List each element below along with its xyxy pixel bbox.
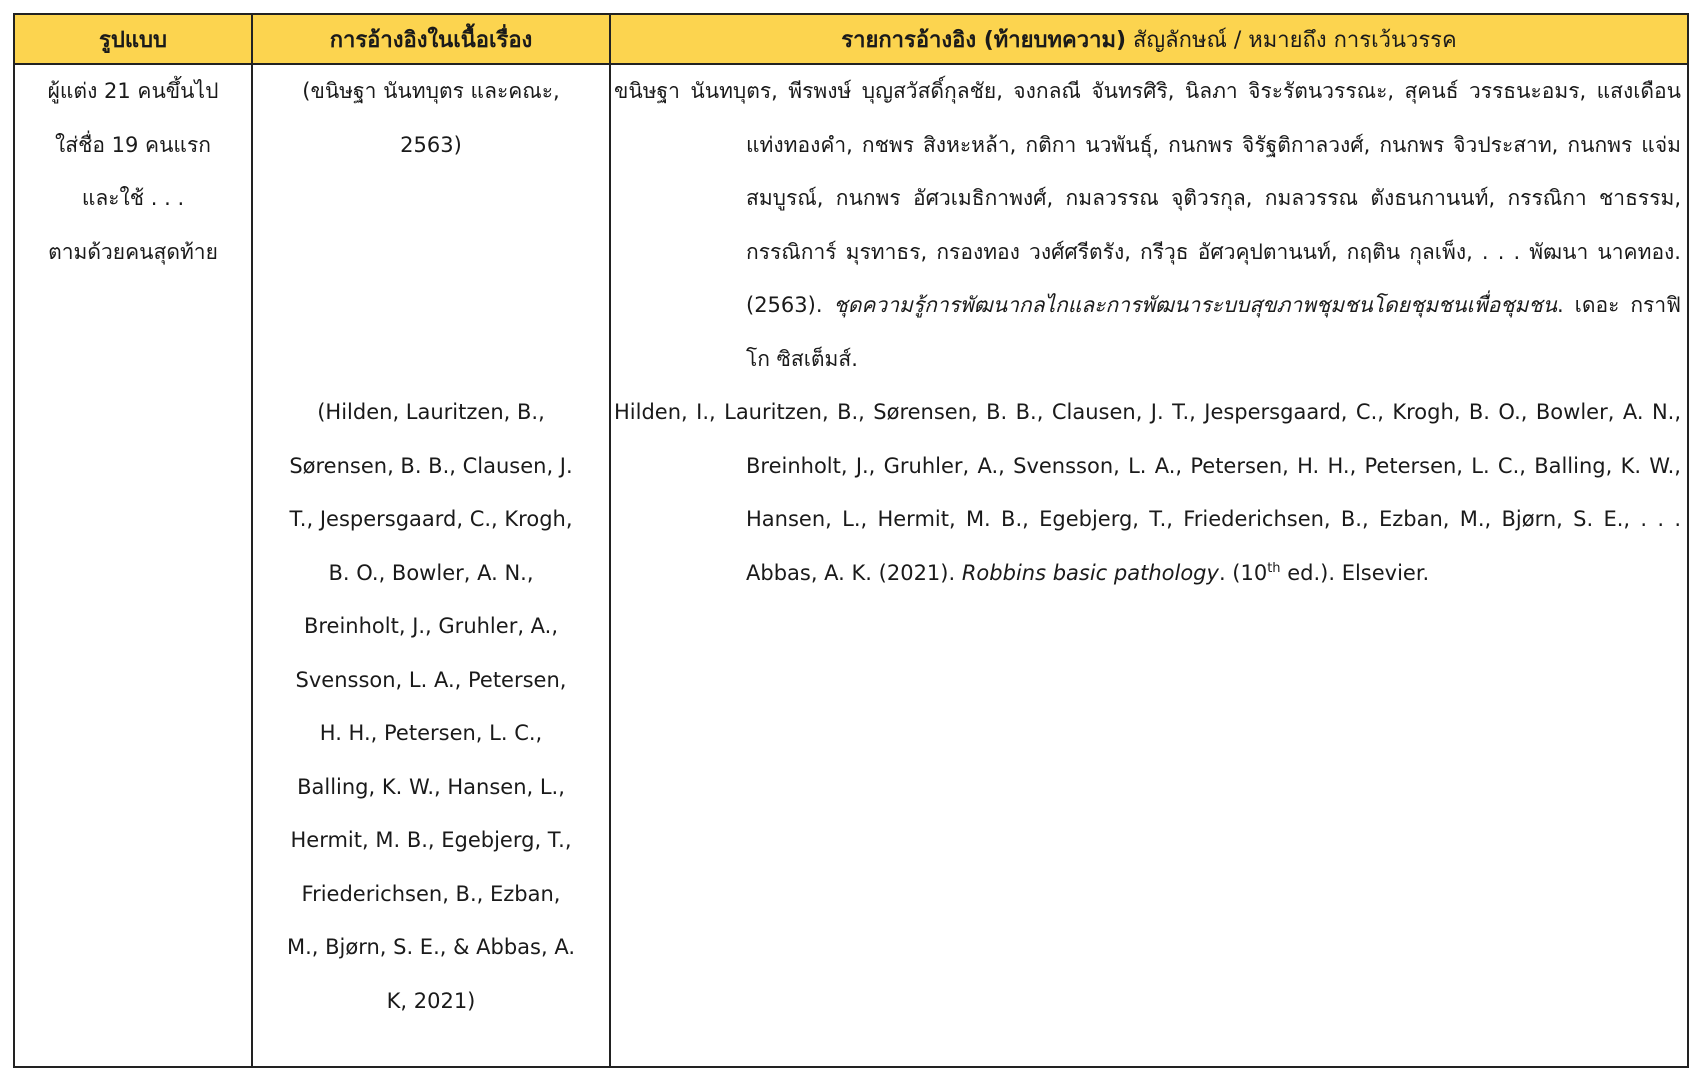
citation-line: Friederichsen, B., Ezban,: [301, 881, 561, 906]
header-reflist-note: สัญลักษณ์ / หมายถึง การเว้นวรรค: [1126, 27, 1457, 53]
citation-line: T., Jespersgaard, C., Krogh,: [289, 507, 573, 531]
header-intext-label: การอ้างอิงในเนื้อเรื่อง: [329, 27, 533, 53]
english-reference-entry: [611, 386, 1687, 600]
format-line: ตามด้วยคนสุดท้าย: [48, 239, 218, 264]
english-intext-citation: [261, 386, 601, 1028]
format-line: ผู้แต่ง 21 คนขึ้นไป: [47, 79, 219, 103]
header-intext-citation: [252, 14, 610, 64]
citation-line: Balling, K. W., Hansen, L.,: [297, 774, 565, 799]
citation-line: Sørensen, B. B., Clausen, J.: [289, 453, 573, 478]
reference-publisher: ed.). Elsevier.: [1280, 560, 1430, 585]
reference-edition: . (10: [1218, 560, 1268, 585]
citation-line: B. O., Bowler, A. N.,: [328, 560, 534, 585]
intext-citation-cell: [252, 64, 610, 1067]
header-format-label: รูปแบบ: [99, 27, 167, 53]
citation-line: 2563): [400, 132, 462, 157]
reference-title: ชุดความรู้การพัฒนากลไกและการพัฒนาระบบสุขภาพชุมชนโดยชุมชนเพื่อชุมชน: [833, 293, 1557, 317]
citation-line: (ขนิษฐา นันทบุตร และคณะ,: [302, 79, 560, 103]
citation-line: M., Bjørn, S. E., & Abbas, A.: [286, 935, 576, 959]
header-reflist-bold: รายการอ้างอิง (ท้ายบทความ): [841, 27, 1127, 53]
table-header-row: [14, 14, 1688, 64]
reference-publisher: . เดอะ กราฟิโก ซิสเต็มส์.: [746, 293, 1681, 371]
thai-reference-entry: [611, 65, 1687, 386]
thai-intext-citation: [261, 65, 601, 172]
reference-list-cell: [610, 64, 1688, 1067]
header-reference-list: [610, 14, 1688, 64]
citation-line: K, 2021): [386, 988, 476, 1013]
reference-authors: ขนิษฐา นันทบุตร, พีรพงษ์ บุญสวัสดิ์กุลชัย, จงกลณี จันทรศิริ, นิลภา จิระรัตนวรรณะ, สุคนธ์ วรรธนะอมร, แสงเดือน แท่งทองคำ, กชพร สิงหะหล้า, กติกา นวพันธุ์, กนกพร จิรัฐติกาลวงศ์, กนกพร จิวประสาท, กนกพร แจ่มสมบูรณ์, กนกพร อัศวเมธิกาพงศ์, กมลวรรณ จุติวรกุล, กมลวรรณ ตังธนกานนท์, กรรณิกา ชาธรรม, กรรณิการ์ มุรทาธร, กรองทอง วงศ์ศรีตรัง, กรีวุธ อัศวคุปตานนท์, กฤติน กุลเพ็ง, . . . พัฒนา นาคทอง. (2563).: [614, 79, 1681, 317]
reference-authors: Hilden, I., Lauritzen, B., Sørensen, B. B., Clausen, J. T., Jespersgaard, C., Krogh, B. O., Bowler, A. N., Breinholt, J., Gruhler, A., Svensson, L. A., Petersen, H. H., Petersen, L. C., Balling, K. W., Hansen, L., Hermit, M. B., Egebjerg, T., Friederichsen, B., Ezban, M., Bjørn, S. E., . . . Abbas, A. K. (2021).: [614, 400, 1681, 585]
edition-superscript: th: [1267, 560, 1281, 576]
reference-format-table: [13, 13, 1689, 1068]
citation-line: Hermit, M. B., Egebjerg, T.,: [290, 828, 572, 852]
format-line: ใส่ชื่อ 19 คนแรก: [55, 132, 211, 157]
citation-line: Svensson, L. A., Petersen,: [295, 667, 567, 692]
format-cell: [14, 64, 252, 1067]
citation-line: H. H., Petersen, L. C.,: [319, 721, 543, 745]
citation-line: (Hilden, Lauritzen, B.,: [317, 400, 545, 424]
format-line: และใช้ . . .: [81, 186, 185, 210]
table-row: [14, 64, 1688, 1067]
reference-title: Robbins basic pathology: [961, 560, 1219, 585]
header-format: [14, 14, 252, 64]
citation-line: Breinholt, J., Gruhler, A.,: [303, 614, 559, 638]
spacer: [261, 172, 601, 386]
